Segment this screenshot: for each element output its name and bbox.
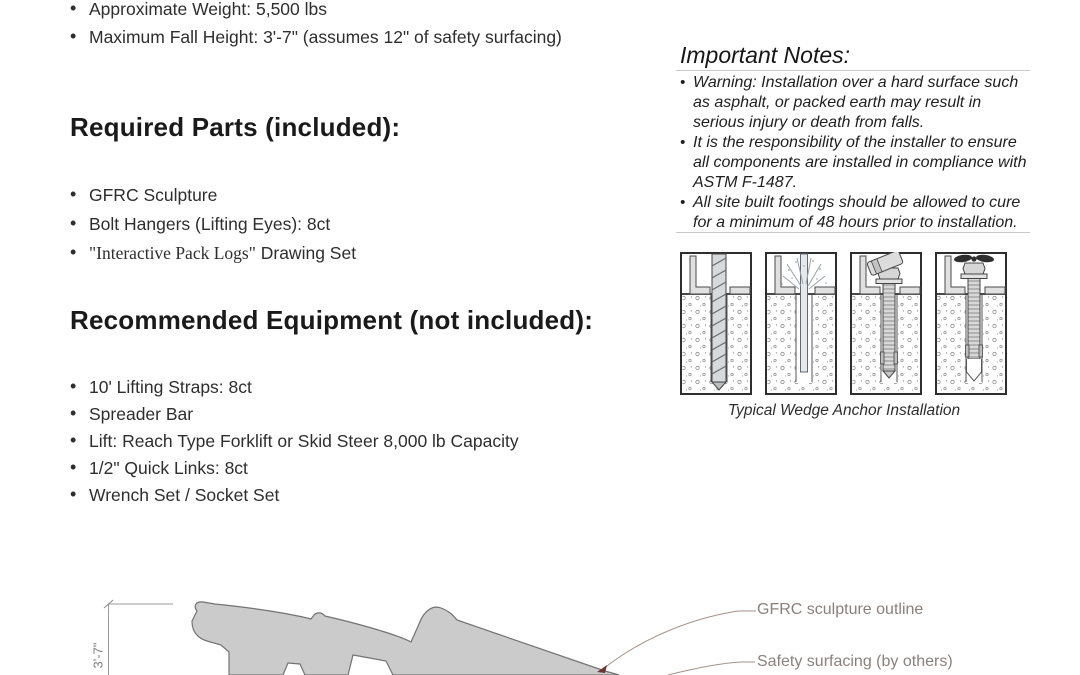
list-item: • 1/2" Quick Links: 8ct — [70, 455, 519, 482]
leader-lines — [602, 611, 756, 675]
list-item: • 10' Lifting Straps: 8ct — [70, 374, 519, 401]
list-item: • Spreader Bar — [70, 401, 519, 428]
list-item: • All site built footings should be allowed to cure for a minimum of 48 hours prior to installation. — [680, 193, 1032, 233]
important-notes-heading: Important Notes: — [680, 42, 851, 68]
list-item: • It is the responsibility of the installer to ensure all components are installed in compliance with ASTM F-1487. — [680, 133, 1032, 193]
list-item: • Approximate Weight: 5,500 lbs — [70, 0, 562, 23]
anchor-figure-caption: Typical Wedge Anchor Installation — [727, 402, 961, 419]
divider — [676, 70, 1030, 71]
list-item: • Warning: Installation over a hard surface such as asphalt, or packed earth may result in serious injury or death from falls. — [680, 73, 1032, 133]
list-item: • Maximum Fall Height: 3'-7" (assumes 12" of safety surfacing) — [70, 23, 562, 51]
list-item — [70, 239, 356, 268]
height-dimension-lines — [104, 600, 173, 675]
list-item: • GFRC Sculpture — [70, 181, 356, 210]
list-item: • Bolt Hangers (Lifting Eyes): 8ct — [70, 210, 356, 239]
gfrc-sculpture-outline — [192, 602, 619, 675]
spec-list — [70, 0, 562, 51]
required-parts-list — [70, 181, 356, 268]
recommended-equipment-heading: Recommended Equipment (not included): — [70, 305, 594, 335]
blow-out-dust-step-icon — [765, 252, 837, 395]
required-parts-heading: Required Parts (included): — [70, 112, 401, 142]
important-notes-list — [680, 73, 1032, 233]
list-item: • Wrench Set / Socket Set — [70, 482, 519, 509]
drawing-set-suffix: Drawing Set — [255, 243, 357, 263]
divider — [676, 232, 1030, 233]
drawing-set-name: "Interactive Pack Logs" — [89, 243, 256, 263]
safety-surfacing-label: Safety surfacing (by others) — [757, 653, 953, 670]
tighten-nut-step-icon — [935, 252, 1007, 395]
recommended-equipment-list — [70, 374, 519, 509]
hammer-anchor-step-icon — [850, 252, 922, 395]
drill-hole-step-icon — [680, 252, 752, 395]
height-dimension-label: 3'-7" — [90, 642, 106, 669]
sculpture-outline-label: GFRC sculpture outline — [757, 601, 924, 618]
list-item: • Lift: Reach Type Forklift or Skid Steer 8,000 lb Capacity — [70, 428, 519, 455]
wedge-anchor-figure — [680, 252, 1008, 395]
